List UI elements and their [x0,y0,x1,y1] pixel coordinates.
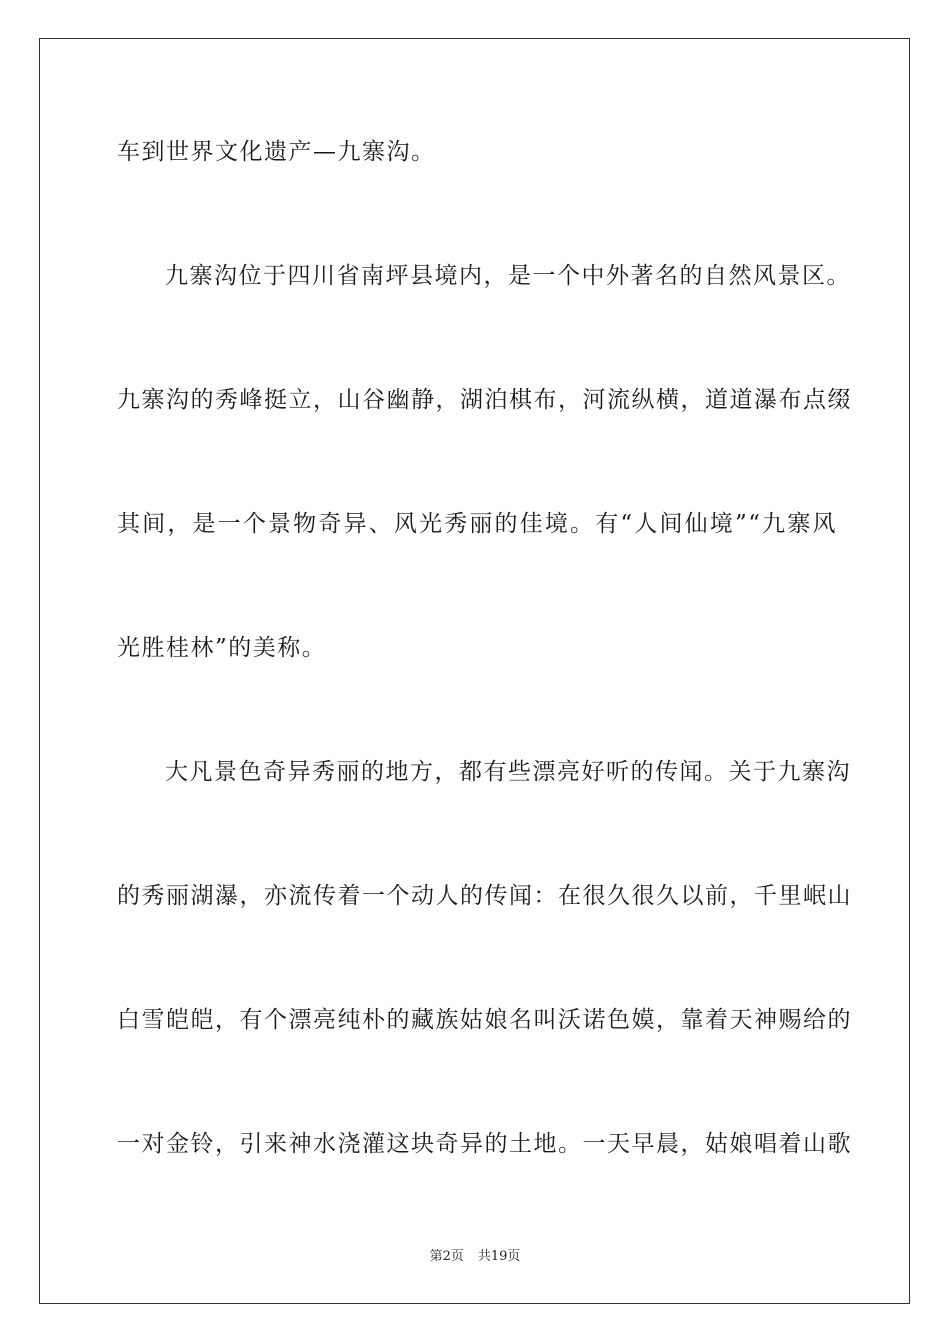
text-line: 九寨沟的秀峰挺立，山谷幽静，湖泊棋布，河流纵横，道道瀑布点缀 [117,387,852,413]
text-line: 白雪皑皑，有个漂亮纯朴的藏族姑娘名叫沃诺色嫫，靠着天神赐给的 [117,1007,852,1033]
text-line: 光胜桂林”的美称。 [117,635,327,661]
text-line: 大凡景色奇异秀丽的地方，都有些漂亮好听的传闻。关于九寨沟 [165,759,851,785]
page-frame [39,38,910,1304]
text-line: 一对金铃，引来神水浇灌这块奇异的土地。一天早晨，姑娘唱着山歌 [117,1131,852,1157]
page-number: 第2页 [429,1249,464,1264]
text-line: 的秀丽湖瀑，亦流传着一个动人的传闻：在很久很久以前，千里岷山 [117,883,852,909]
text-line: 车到世界文化遗产—九寨沟。 [117,139,436,165]
total-pages: 共19页 [477,1249,521,1264]
page-footer [0,1248,950,1266]
text-line: 九寨沟位于四川省南坪县境内，是一个中外著名的自然风景区。 [165,263,851,289]
text-line: 其间，是一个景物奇异、风光秀丽的佳境。有“人间仙境”“九寨风 [117,511,837,537]
